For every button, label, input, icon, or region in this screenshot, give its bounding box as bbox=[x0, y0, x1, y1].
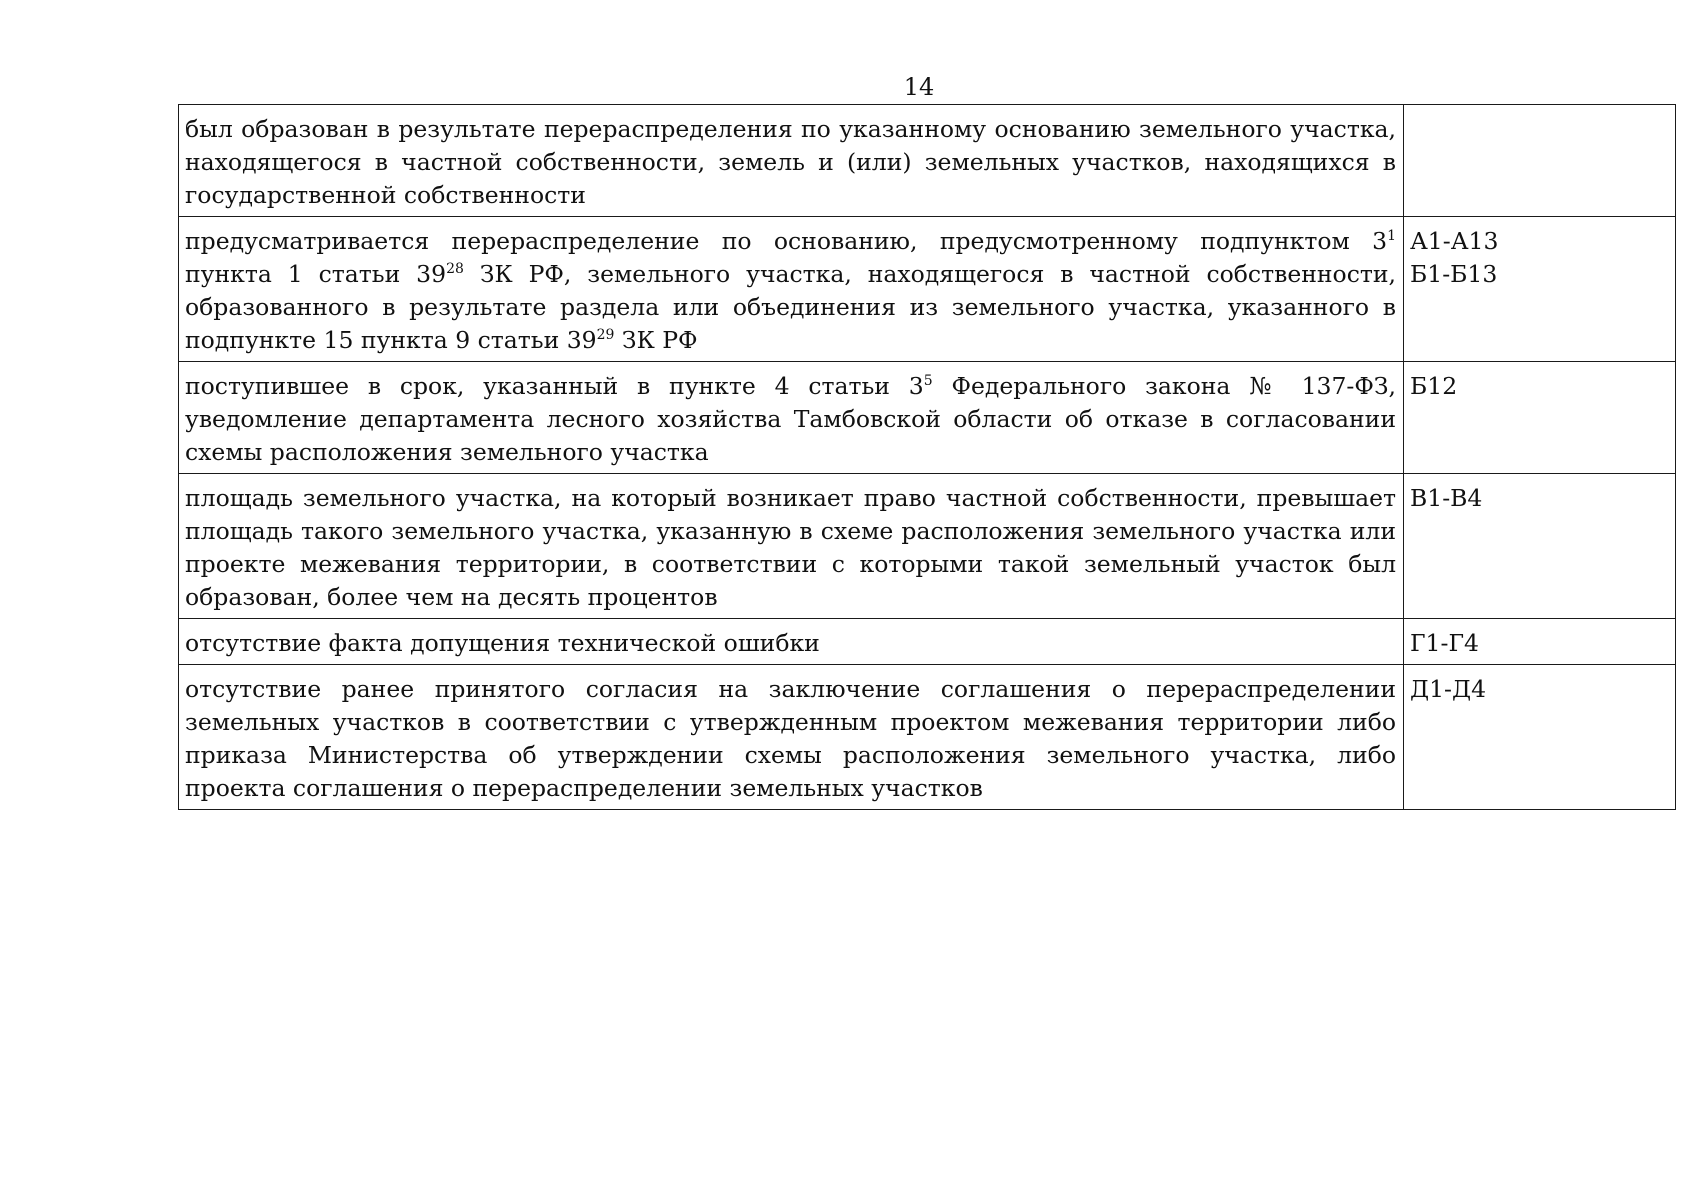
code-range: Г1-Г4 bbox=[1410, 629, 1479, 657]
condition-text: поступившее в срок, указанный в пункте 4 статьи 3 bbox=[185, 372, 924, 400]
codes-cell bbox=[1404, 665, 1676, 810]
code-range: В1-В4 bbox=[1410, 484, 1483, 512]
codes-cell bbox=[1404, 619, 1676, 665]
page-number: 14 bbox=[903, 73, 935, 101]
table-row bbox=[179, 619, 1676, 665]
table-row bbox=[179, 217, 1676, 362]
codes-cell bbox=[1404, 474, 1676, 619]
condition-text: пункта 1 статьи 39 bbox=[185, 260, 447, 288]
condition-cell bbox=[179, 362, 1404, 474]
code-range: Д1-Д4 bbox=[1410, 675, 1487, 703]
table-row bbox=[179, 474, 1676, 619]
condition-text: ЗК РФ bbox=[614, 326, 698, 354]
condition-cell: был образован в результате перераспределения по указанному основанию земельного участка, находящегося в частной собственности, земель и (или) земельных участков, находящихся в государственной собственности bbox=[179, 105, 1404, 217]
code-range: А1-А13 bbox=[1410, 227, 1499, 255]
condition-cell: площадь земельного участка, на который возникает право частной собственности, превышает площадь такого земельного участка, указанную в схеме расположения земельного участка или проекте межевания территории, в соответствии с которыми такой земельный участок был образован, более чем на десять процентов bbox=[179, 474, 1404, 619]
condition-cell: отсутствие факта допущения технической ошибки bbox=[179, 619, 1404, 665]
codes-cell bbox=[1404, 217, 1676, 362]
condition-cell: отсутствие ранее принятого согласия на заключение соглашения о перераспределении земельных участков в соответствии с утвержденным проектом межевания территории либо приказа Министерства об утверждении схемы расположения земельного участка, либо проекта соглашения о перераспределении земельных участков bbox=[179, 665, 1404, 810]
codes-cell bbox=[1404, 362, 1676, 474]
condition-cell bbox=[179, 217, 1404, 362]
code-range: Б12 bbox=[1410, 372, 1458, 400]
condition-text: предусматривается перераспределение по основанию, предусмотренному подпунктом 3 bbox=[185, 227, 1388, 255]
superscript: 5 bbox=[923, 373, 933, 390]
condition-text: Федерального закона № 137-ФЗ, уведомление департамента лесного хозяйства Тамбовской области об отказе в согласовании схемы расположения земельного участка bbox=[185, 372, 1396, 466]
code-range: Б1-Б13 bbox=[1410, 260, 1498, 288]
superscript: 28 bbox=[446, 261, 464, 278]
superscript: 1 bbox=[1387, 228, 1396, 245]
superscript: 29 bbox=[596, 327, 615, 344]
table-row bbox=[179, 105, 1676, 217]
table-row bbox=[179, 362, 1676, 474]
codes-cell bbox=[1404, 105, 1676, 217]
table-row bbox=[179, 665, 1676, 810]
conditions-table bbox=[178, 104, 1676, 810]
condition-text: ЗК РФ, земельного участка, находящегося в частной собственности, образованного в результате раздела или объединения из земельного участка, указанного в подпункте 15 пункта 9 статьи 39 bbox=[185, 260, 1396, 354]
